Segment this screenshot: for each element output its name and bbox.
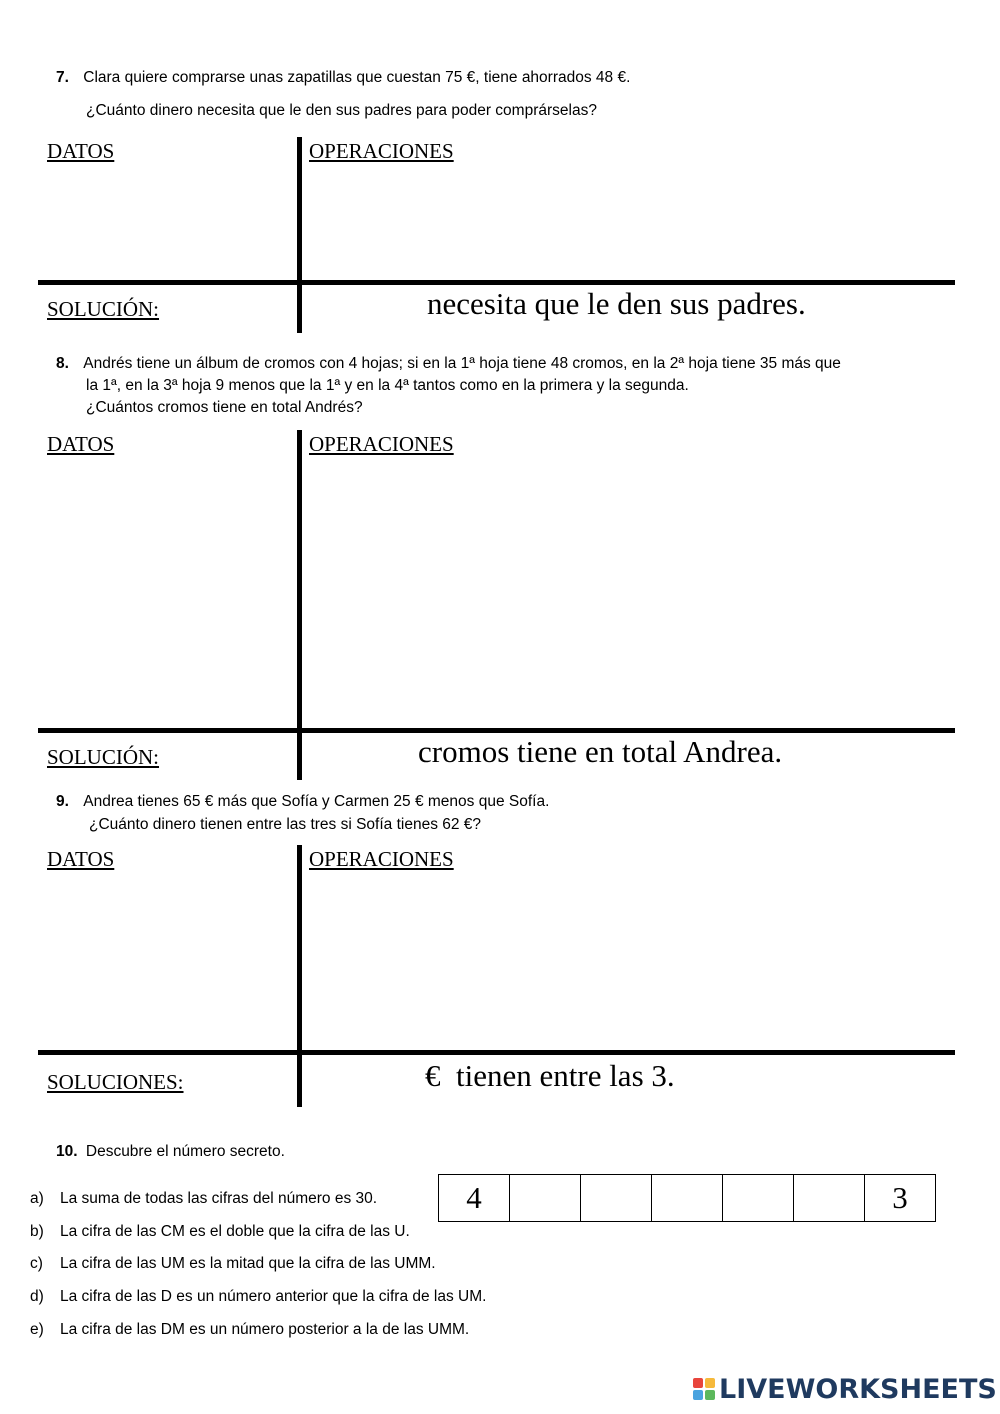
digit-cell-3[interactable] [581,1175,652,1222]
problem-8-solution-text: cromos tiene en total Andrea. [418,734,783,769]
problem-7-solution-text: necesita que le den sus padres. [427,286,806,321]
clue-a [30,1190,377,1208]
clue-c-letter: c) [30,1255,43,1272]
problem-8-operaciones-label: OPERACIONES [309,432,454,456]
clue-a-letter: a) [30,1190,44,1207]
digit-cell-1: 4 [439,1175,510,1222]
problem-9-question: ¿Cuánto dinero tienen entre las tres si Sofía tienes 62 €? [89,816,482,833]
problem-7-line-1: Clara quiere comprarse unas zapatillas que cuestan 75 €, tiene ahorrados 48 €. [83,69,631,86]
clue-b [30,1223,410,1241]
clue-b-letter: b) [30,1223,44,1240]
problem-8-statement [56,353,841,375]
digit-cell-5[interactable] [723,1175,794,1222]
clue-c [30,1255,436,1273]
problem-9-horizontal-divider [38,1050,955,1055]
problem-9-line-1: Andrea tienes 65 € más que Sofía y Carmen 25 € menos que Sofía. [83,793,550,810]
problem-7-operaciones-label: OPERACIONES [309,139,454,163]
problem-9-vertical-divider [297,845,302,1107]
problem-8-number: 8. [56,355,69,372]
clue-c-text: La cifra de las UM es la mitad que la cifra de las UMM. [60,1255,436,1272]
problem-10-statement [56,1141,285,1163]
problem-9-operaciones-label: OPERACIONES [309,847,454,871]
problem-7-datos-label: DATOS [47,139,115,163]
clue-e-text: La cifra de las DM es un número posterior a la de las UMM. [60,1321,470,1338]
clue-e [30,1321,469,1339]
digit-cell-4[interactable] [652,1175,723,1222]
problem-8-line-1: Andrés tiene un álbum de cromos con 4 hojas; si en la 1ª hoja tiene 48 cromos, en la 2ª hoja tiene 35 más que [83,355,841,372]
problem-8-solucion-label: SOLUCIÓN: [47,745,160,769]
problem-9-solution-text: € tienen entre las 3. [425,1058,675,1093]
liveworksheets-logo [693,1372,997,1406]
clue-d [30,1288,486,1306]
clue-b-text: La cifra de las CM es el doble que la cifra de las U. [60,1223,410,1240]
problem-9-statement [56,791,549,813]
problem-7-solucion-label: SOLUCIÓN: [47,297,160,321]
problem-8-datos-label: DATOS [47,432,115,456]
problem-7-statement [56,67,630,89]
problem-9-number: 9. [56,793,69,810]
problem-7-question: ¿Cuánto dinero necesita que le den sus padres para poder comprárselas? [86,102,597,119]
problem-10-title: Descubre el número secreto. [85,1143,285,1160]
liveworksheets-logo-icon [693,1378,715,1400]
problem-8-line-2: la 1ª, en la 3ª hoja 9 menos que la 1ª y en la 4ª tantos como en la primera y la segunda. [86,377,689,394]
problem-8-question: ¿Cuántos cromos tiene en total Andrés? [86,399,363,416]
problem-7-horizontal-divider [38,280,955,285]
digit-cell-7: 3 [865,1175,936,1222]
clue-e-letter: e) [30,1321,44,1338]
problem-9-datos-label: DATOS [47,847,115,871]
clue-a-text: La suma de todas las cifras del número es 30. [60,1190,378,1207]
clue-d-text: La cifra de las D es un número anterior que la cifra de las UM. [60,1288,487,1305]
digit-cell-6[interactable] [794,1175,865,1222]
liveworksheets-logo-text: LIVEWORKSHEETS [719,1373,997,1405]
secret-number-grid [438,1174,936,1222]
problem-10-number: 10. [56,1143,78,1160]
problem-8-horizontal-divider [38,728,955,733]
clue-d-letter: d) [30,1288,44,1305]
digit-cell-2[interactable] [510,1175,581,1222]
problem-7-vertical-divider [297,137,302,333]
problem-9-soluciones-label: SOLUCIONES: [47,1070,184,1094]
problem-7-number: 7. [56,69,69,86]
